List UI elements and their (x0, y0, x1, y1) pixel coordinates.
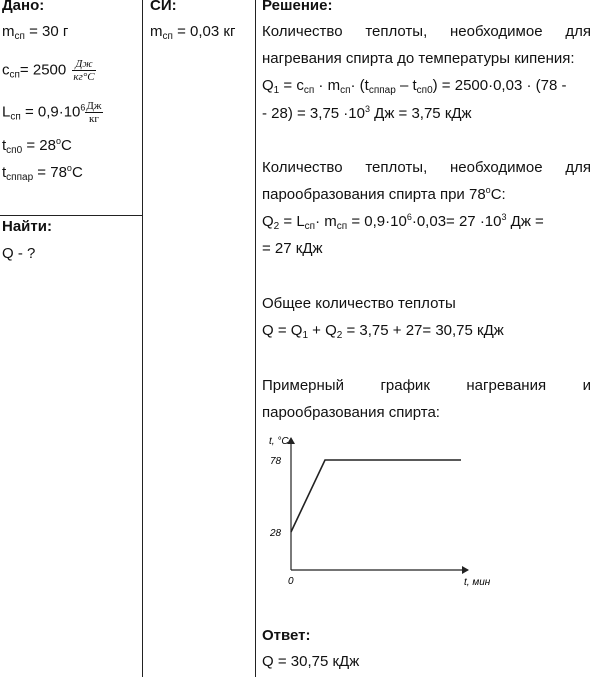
column-divider-2 (255, 0, 256, 677)
si-mass: $m_{сп} = 0,03$ кг (150, 23, 236, 42)
given-initial-temp: $t_{сп0} = 28^oC$ (2, 136, 72, 156)
answer-value: Q = 30,75 кДж (262, 653, 360, 670)
find-header: Найти: (2, 218, 52, 235)
given-vaporization-heat: $L_{сп} = 0,9\cdot 10^6$ $\frac{Дж}{кг}$ (2, 100, 102, 125)
solution-header: Решение: (262, 0, 333, 14)
formula-q-total: $Q = Q_1 + Q_2 = 3,75 + 27= 30,75$ кДж (262, 322, 504, 341)
solution-paragraph-1-line-1: Количество теплоты, необходимое для (262, 23, 591, 40)
graph-x-axis-label: t, мин (464, 577, 491, 588)
formula-q2: $Q_2 = L_{сп}\cdot m_{сп} = 0,9\cdot 10^6\cdot 0,03= 27 \cdot 10^3$ Дж = (262, 212, 544, 232)
find-value: Q - ? (2, 245, 36, 262)
solution-paragraph-2-line-2: парообразования спирта при 78$^o$C: (262, 185, 506, 203)
formula-q1: $Q_1 = c_{сп} \cdot m_{сп}\cdot (t_{сппар} - t_{сп0}) = 2500\cdot 0,03 \cdot (78$ - (262, 77, 567, 96)
formula-q1-continued: - $28) = 3,75 \cdot 10^3$ Дж = 3,75 кДж (262, 104, 472, 122)
graph-y-axis-label: t, °C (269, 436, 289, 447)
solution-paragraph-2-line-1: Количество теплоты, необходимое для (262, 159, 591, 176)
solution-paragraph-4-line-1: Примерный график нагревания и (262, 377, 591, 394)
graph-curve (291, 460, 461, 532)
given-boiling-temp: $t_{сппар} = 78^oC$ (2, 163, 83, 183)
heating-graph (262, 430, 502, 595)
graph-origin-label: 0 (288, 576, 294, 587)
given-mass: $m_{сп} = 30$ г (2, 23, 69, 42)
solution-paragraph-4-line-2: парообразования спирта: (262, 404, 440, 421)
given-find-divider (0, 215, 142, 216)
graph-y-tick-28: 28 (270, 528, 282, 539)
vaporization-unit: $\frac{Дж}{кг}$ (86, 100, 102, 125)
column-divider-1 (142, 0, 143, 677)
solution-paragraph-1-line-2: нагревания спирта до температуры кипения: (262, 50, 575, 67)
given-heat-capacity: $c_{сп}= 2500$ $\frac{Дж}{кг^\circ C}$ (2, 58, 95, 83)
solution-paragraph-3: Общее количество теплоты (262, 295, 456, 312)
si-header: СИ: (150, 0, 177, 14)
formula-q2-continued: = 27 кДж (262, 240, 323, 257)
answer-header: Ответ: (262, 627, 311, 644)
given-header: Дано: (2, 0, 45, 14)
graph-y-tick-78: 78 (270, 456, 282, 467)
heat-capacity-unit: $\frac{Дж}{кг^\circ C}$ (73, 58, 95, 83)
